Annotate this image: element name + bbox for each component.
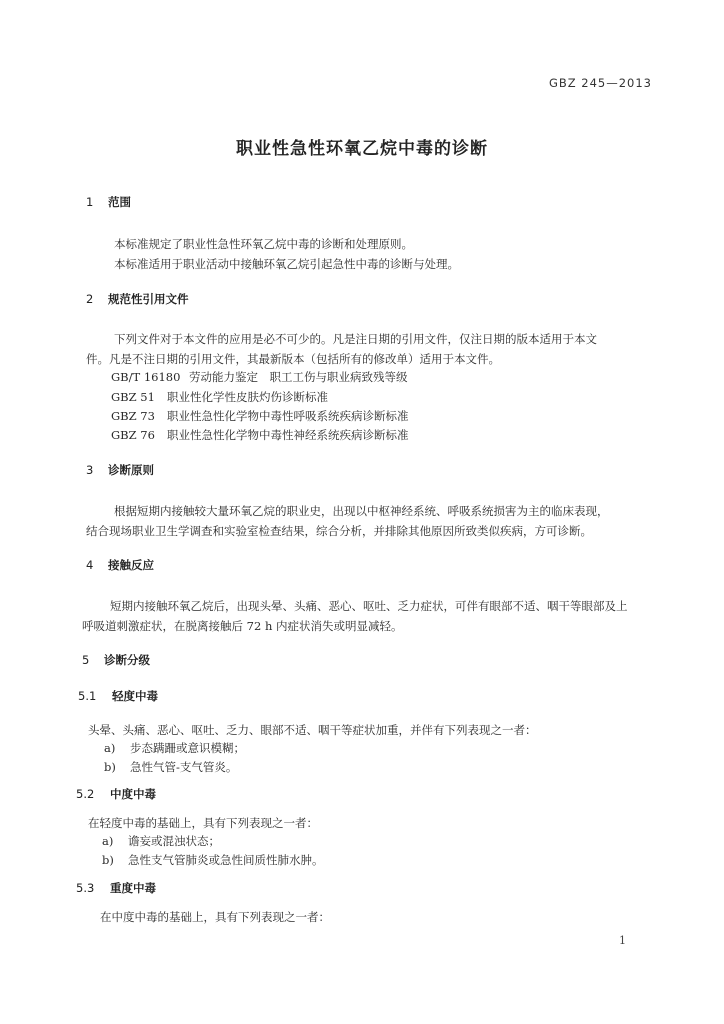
reference-item [111,389,328,405]
reference-title: 职业性化学性皮肤灼伤诊断标准 [167,390,328,404]
section-title: 诊断分级 [104,653,150,667]
section-number: 3 [86,463,94,477]
list-text: 谵妄或混浊状态； [128,834,220,848]
page-number: 1 [619,934,626,947]
reference-code: GBZ 73 [111,409,155,423]
paragraph-line: 呼吸道刺激症状，在脱离接触后 72 h 内症状消失或明显减轻。 [82,619,403,633]
standard-code: GBZ 245—2013 [548,76,652,90]
reference-item [111,408,409,424]
section-4-heading [86,557,154,573]
section-title: 中度中毒 [110,787,156,801]
reference-item [111,427,409,443]
section-title: 轻度中毒 [112,689,158,703]
list-text: 急性气管-支气管炎。 [130,760,238,774]
list-marker: b) [102,853,114,867]
reference-title: 职业性急性化学物中毒性呼吸系统疾病诊断标准 [167,409,409,423]
section-5-2-heading [76,786,156,802]
list-text: 步态蹒跚或意识模糊； [130,741,245,755]
section-number: 5.3 [76,881,95,895]
list-marker: b) [104,760,116,774]
section-2-heading [86,291,189,307]
section-title: 接触反应 [108,558,154,572]
list-marker: a) [104,741,116,755]
section-title: 范围 [108,195,131,209]
paragraph: 本标准规定了职业性急性环氧乙烷中毒的诊断和处理原则。 [114,237,413,251]
document-title: 职业性急性环氧乙烷中毒的诊断 [236,139,488,159]
paragraph-line: 结合现场职业卫生学调查和实验室检查结果，综合分析，并排除其他原因所致类似疾病，方可诊断。 [86,524,592,538]
reference-code: GBZ 51 [111,390,155,404]
list-item [102,833,220,849]
reference-title: 劳动能力鉴定 职工工伤与职业病致残等级 [189,370,408,384]
section-5-heading [82,652,150,668]
section-5-3-heading [76,880,156,896]
paragraph-line: 头晕、头痛、恶心、呕吐、乏力、眼部不适、咽干等症状加重，并伴有下列表现之一者： [88,723,537,737]
list-item [104,759,237,775]
section-title: 规范性引用文件 [108,292,189,306]
paragraph: 本标准适用于职业活动中接触环氧乙烷引起急性中毒的诊断与处理。 [114,257,459,271]
list-item [104,740,245,756]
paragraph-line: 件。凡是不注日期的引用文件，其最新版本（包括所有的修改单）适用于本文件。 [86,352,500,366]
reference-code: GBZ 76 [111,428,155,442]
paragraph-line: 短期内接触环氧乙烷后，出现头晕、头痛、恶心、呕吐、乏力症状，可伴有眼部不适、咽干等眼部及上 [110,599,628,613]
section-number: 2 [86,292,94,306]
section-number: 5 [82,653,90,667]
list-marker: a) [102,834,114,848]
reference-item [111,369,408,385]
section-title: 诊断原则 [108,463,154,477]
paragraph-line: 根据短期内接触较大量环氧乙烷的职业史，出现以中枢神经系统、呼吸系统损害为主的临床表现， [114,504,609,518]
list-item [102,852,324,868]
section-3-heading [86,462,154,478]
section-number: 5.2 [76,787,95,801]
section-number: 1 [86,195,94,209]
paragraph-line: 在中度中毒的基础上，具有下列表现之一者： [100,910,330,924]
section-1-heading [86,194,131,210]
section-number: 4 [86,558,94,572]
paragraph-line: 在轻度中毒的基础上，具有下列表现之一者： [88,816,318,830]
section-title: 重度中毒 [110,881,156,895]
list-text: 急性支气管肺炎或急性间质性肺水肿。 [128,853,324,867]
paragraph-line: 下列文件对于本文件的应用是必不可少的。凡是注日期的引用文件，仅注日期的版本适用于本文 [114,332,597,346]
section-5-1-heading [78,688,158,704]
reference-code: GB/T 16180 [111,370,181,384]
reference-title: 职业性急性化学物中毒性神经系统疾病诊断标准 [167,428,409,442]
section-number: 5.1 [78,689,97,703]
